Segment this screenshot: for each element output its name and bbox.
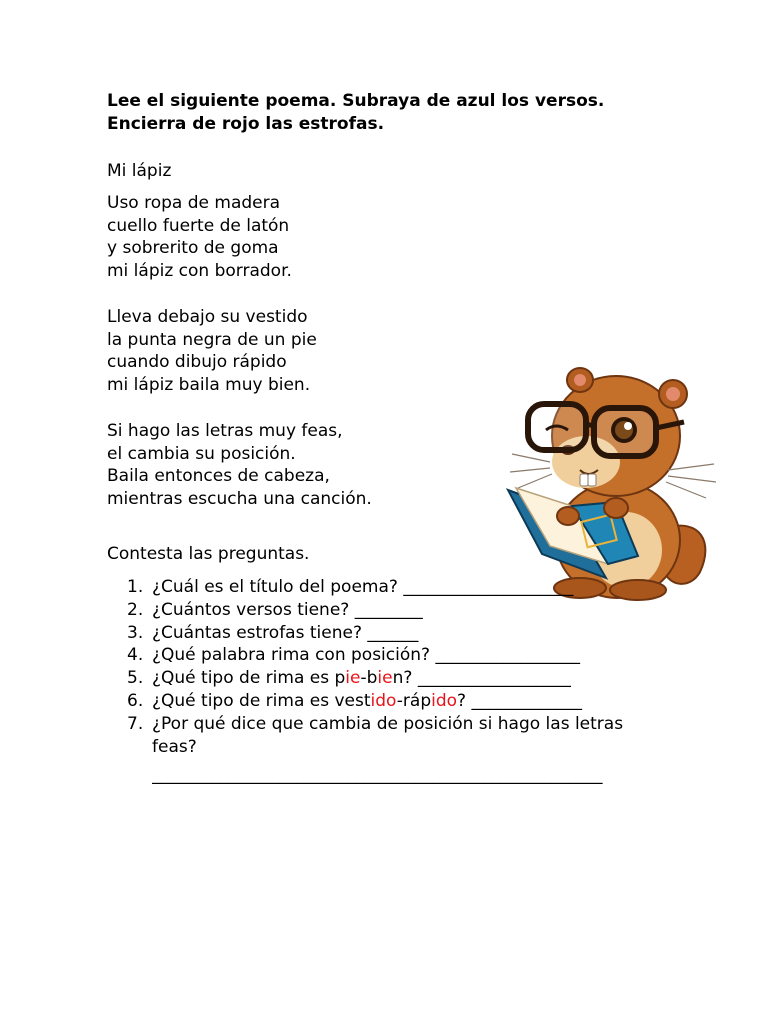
question-text: ¿Cuál es el título del poema? <box>152 577 404 597</box>
rhyme-highlight: ido <box>431 690 458 711</box>
question-number: 5. <box>127 668 144 689</box>
question-text: ¿Qué palabra rima con posición? <box>152 645 436 666</box>
instructions-line-2: Encierra de rojo las estrofas. <box>107 114 385 134</box>
question-item <box>127 690 667 713</box>
answer-blank[interactable]: _____________ <box>471 690 582 711</box>
poem-verse: Lleva debajo su vestido <box>107 307 308 327</box>
answer-blank[interactable]: ____________________ <box>403 577 574 597</box>
poem-verse: mi lápiz baila muy bien. <box>107 375 311 396</box>
question-text: ? <box>457 690 472 711</box>
poem-verse: Baila entonces de cabeza, <box>107 466 330 487</box>
beaver-reading-book-icon <box>488 350 732 610</box>
question-text: -b <box>360 668 378 689</box>
answer-blank[interactable]: ______ <box>367 622 419 643</box>
poem-stanza-3 <box>107 420 372 511</box>
poem-verse: cuando dibujo rápido <box>107 352 287 373</box>
rhyme-highlight: ido <box>370 690 397 711</box>
question-number: 4. <box>127 645 144 666</box>
question-number: 1. <box>127 577 144 597</box>
question-item <box>127 599 667 622</box>
poem-verse: mientras escucha una canción. <box>107 489 372 510</box>
answer-blank[interactable]: ________ <box>354 599 423 620</box>
answer-blank[interactable]: __________________ <box>417 668 571 689</box>
question-text: n? <box>392 668 418 689</box>
answer-blank[interactable]: _____________________________________________________ <box>152 765 603 786</box>
question-text: ¿Cuántos versos tiene? <box>152 599 355 620</box>
question-number: 3. <box>127 622 144 643</box>
question-item <box>127 713 667 787</box>
poem-stanza-1 <box>107 192 292 283</box>
instructions <box>107 90 667 136</box>
question-number: 6. <box>127 690 144 711</box>
question-text: ¿Cuántas estrofas tiene? <box>152 622 368 643</box>
rhyme-highlight: ie <box>345 668 361 689</box>
poem-verse: mi lápiz con borrador. <box>107 261 292 282</box>
question-number: 7. <box>127 713 144 734</box>
poem-verse: la punta negra de un pie <box>107 329 317 350</box>
poem-title: Mi lápiz <box>107 161 172 181</box>
poem-verse: el cambia su posición. <box>107 443 296 464</box>
question-text: ¿Qué tipo de rima es p <box>152 668 346 689</box>
question-item <box>127 622 667 645</box>
rhyme-highlight: ie <box>377 668 393 689</box>
poem-verse: Si hago las letras muy feas, <box>107 421 343 441</box>
question-item <box>127 667 667 690</box>
poem-verse: cuello fuerte de latón <box>107 215 290 236</box>
poem-verse: y sobrerito de goma <box>107 238 279 259</box>
poem-verse: Uso ropa de madera <box>107 193 281 213</box>
question-text: ¿Por qué dice que cambia de posición si hago las letras feas? <box>152 713 624 757</box>
answer-heading: Contesta las preguntas. <box>107 544 310 564</box>
poem-stanza-2 <box>107 306 317 397</box>
question-item <box>127 576 667 599</box>
question-number: 2. <box>127 599 144 620</box>
question-text: -ráp <box>396 690 432 711</box>
questions-list <box>127 576 667 787</box>
answer-blank[interactable]: _________________ <box>435 645 580 666</box>
question-item <box>127 644 667 667</box>
question-text: ¿Qué tipo de rima es vest <box>152 690 371 711</box>
instructions-line-1: Lee el siguiente poema. Subraya de azul los versos. <box>107 91 605 111</box>
